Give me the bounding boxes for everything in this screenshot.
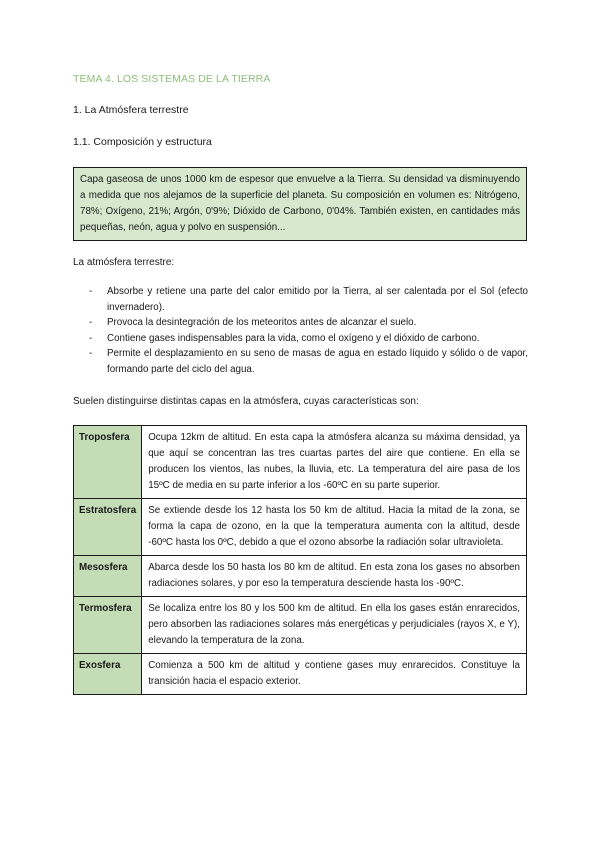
section-title: 1. La Atmósfera terrestre [73,104,189,116]
layer-description: Abarca desde los 50 hasta los 80 km de altitud. En esta zona los gases no absorben radiaciones solares, y por eso la temperatura desciende hasta los -90ºC. [142,556,527,597]
table-row [74,654,527,695]
layer-name: Termosfera [74,597,142,654]
topic-heading: TEMA 4. LOS SISTEMAS DE LA TIERRA [73,73,271,85]
layer-description: Se localiza entre los 80 y los 500 km de altitud. En ella los gases están enrarecidos, pero absorben las radiaciones solares más energéticas y perjudiciales (rayos X, e Y), elevando la temperatura de la zona. [142,597,527,654]
layer-name: Estratosfera [74,499,142,556]
layer-name: Mesosfera [74,556,142,597]
list-lead: La atmósfera terrestre: [73,257,175,268]
atmosphere-layers-table [73,425,527,695]
intro-definition-box: Capa gaseosa de unos 1000 km de espesor que envuelve a la Tierra. Su densidad va disminuyendo a medida que nos alejamos de la superficie del planeta. Su composición en volumen es: Nitrógeno, 78%; Oxígeno, 21%; Argón, 0'9%; Dióxido de Carbono, 0'04%. También existen, en cantidades más pequeñas, neón, agua y polvo en suspensión... [73,167,527,241]
layer-description: Ocupa 12km de altitud. En esta capa la atmósfera alcanza su máxima densidad, ya que aquí se concentran las tres cuartas partes del aire que contiene. En ella se producen los vientos, las nubes, la lluvia, etc. La temperatura del aire pasa de los 15ºC de media en su parte inferior a los -60ºC en su parte superior. [142,426,527,499]
atmosphere-functions-list [87,284,528,377]
table-row [74,556,527,597]
list-item: - Absorbe y retiene una parte del calor emitido por la Tierra, al ser calentada por el Sol (efecto invernadero). [87,284,528,315]
layer-description: Comienza a 500 km de altitud y contiene gases muy enrarecidos. Constituye la transición hacia el espacio exterior. [142,654,527,695]
layers-intro: Suelen distinguirse distintas capas en la atmósfera, cuyas características son: [73,396,419,407]
subsection-title: 1.1. Composición y estructura [73,136,212,148]
layer-name: Exosfera [74,654,142,695]
list-item: - Contiene gases indispensables para la vida, como el oxígeno y el dióxido de carbono. [87,331,528,347]
list-item: - Provoca la desintegración de los meteoritos antes de alcanzar el suelo. [87,315,528,331]
list-item: - Permite el desplazamiento en su seno de masas de agua en estado líquido y sólido o de vapor, formando parte del ciclo del agua. [87,346,528,377]
table-row [74,499,527,556]
layer-name: Troposfera [74,426,142,499]
table-row [74,426,527,499]
table-row [74,597,527,654]
layer-description: Se extiende desde los 12 hasta los 50 km de altitud. Hacia la mitad de la zona, se forma la capa de ozono, en la que la temperatura aumenta con la altitud, desde -60ºC hasta los 0ºC, debido a que el ozono absorbe la radiación solar ultravioleta. [142,499,527,556]
